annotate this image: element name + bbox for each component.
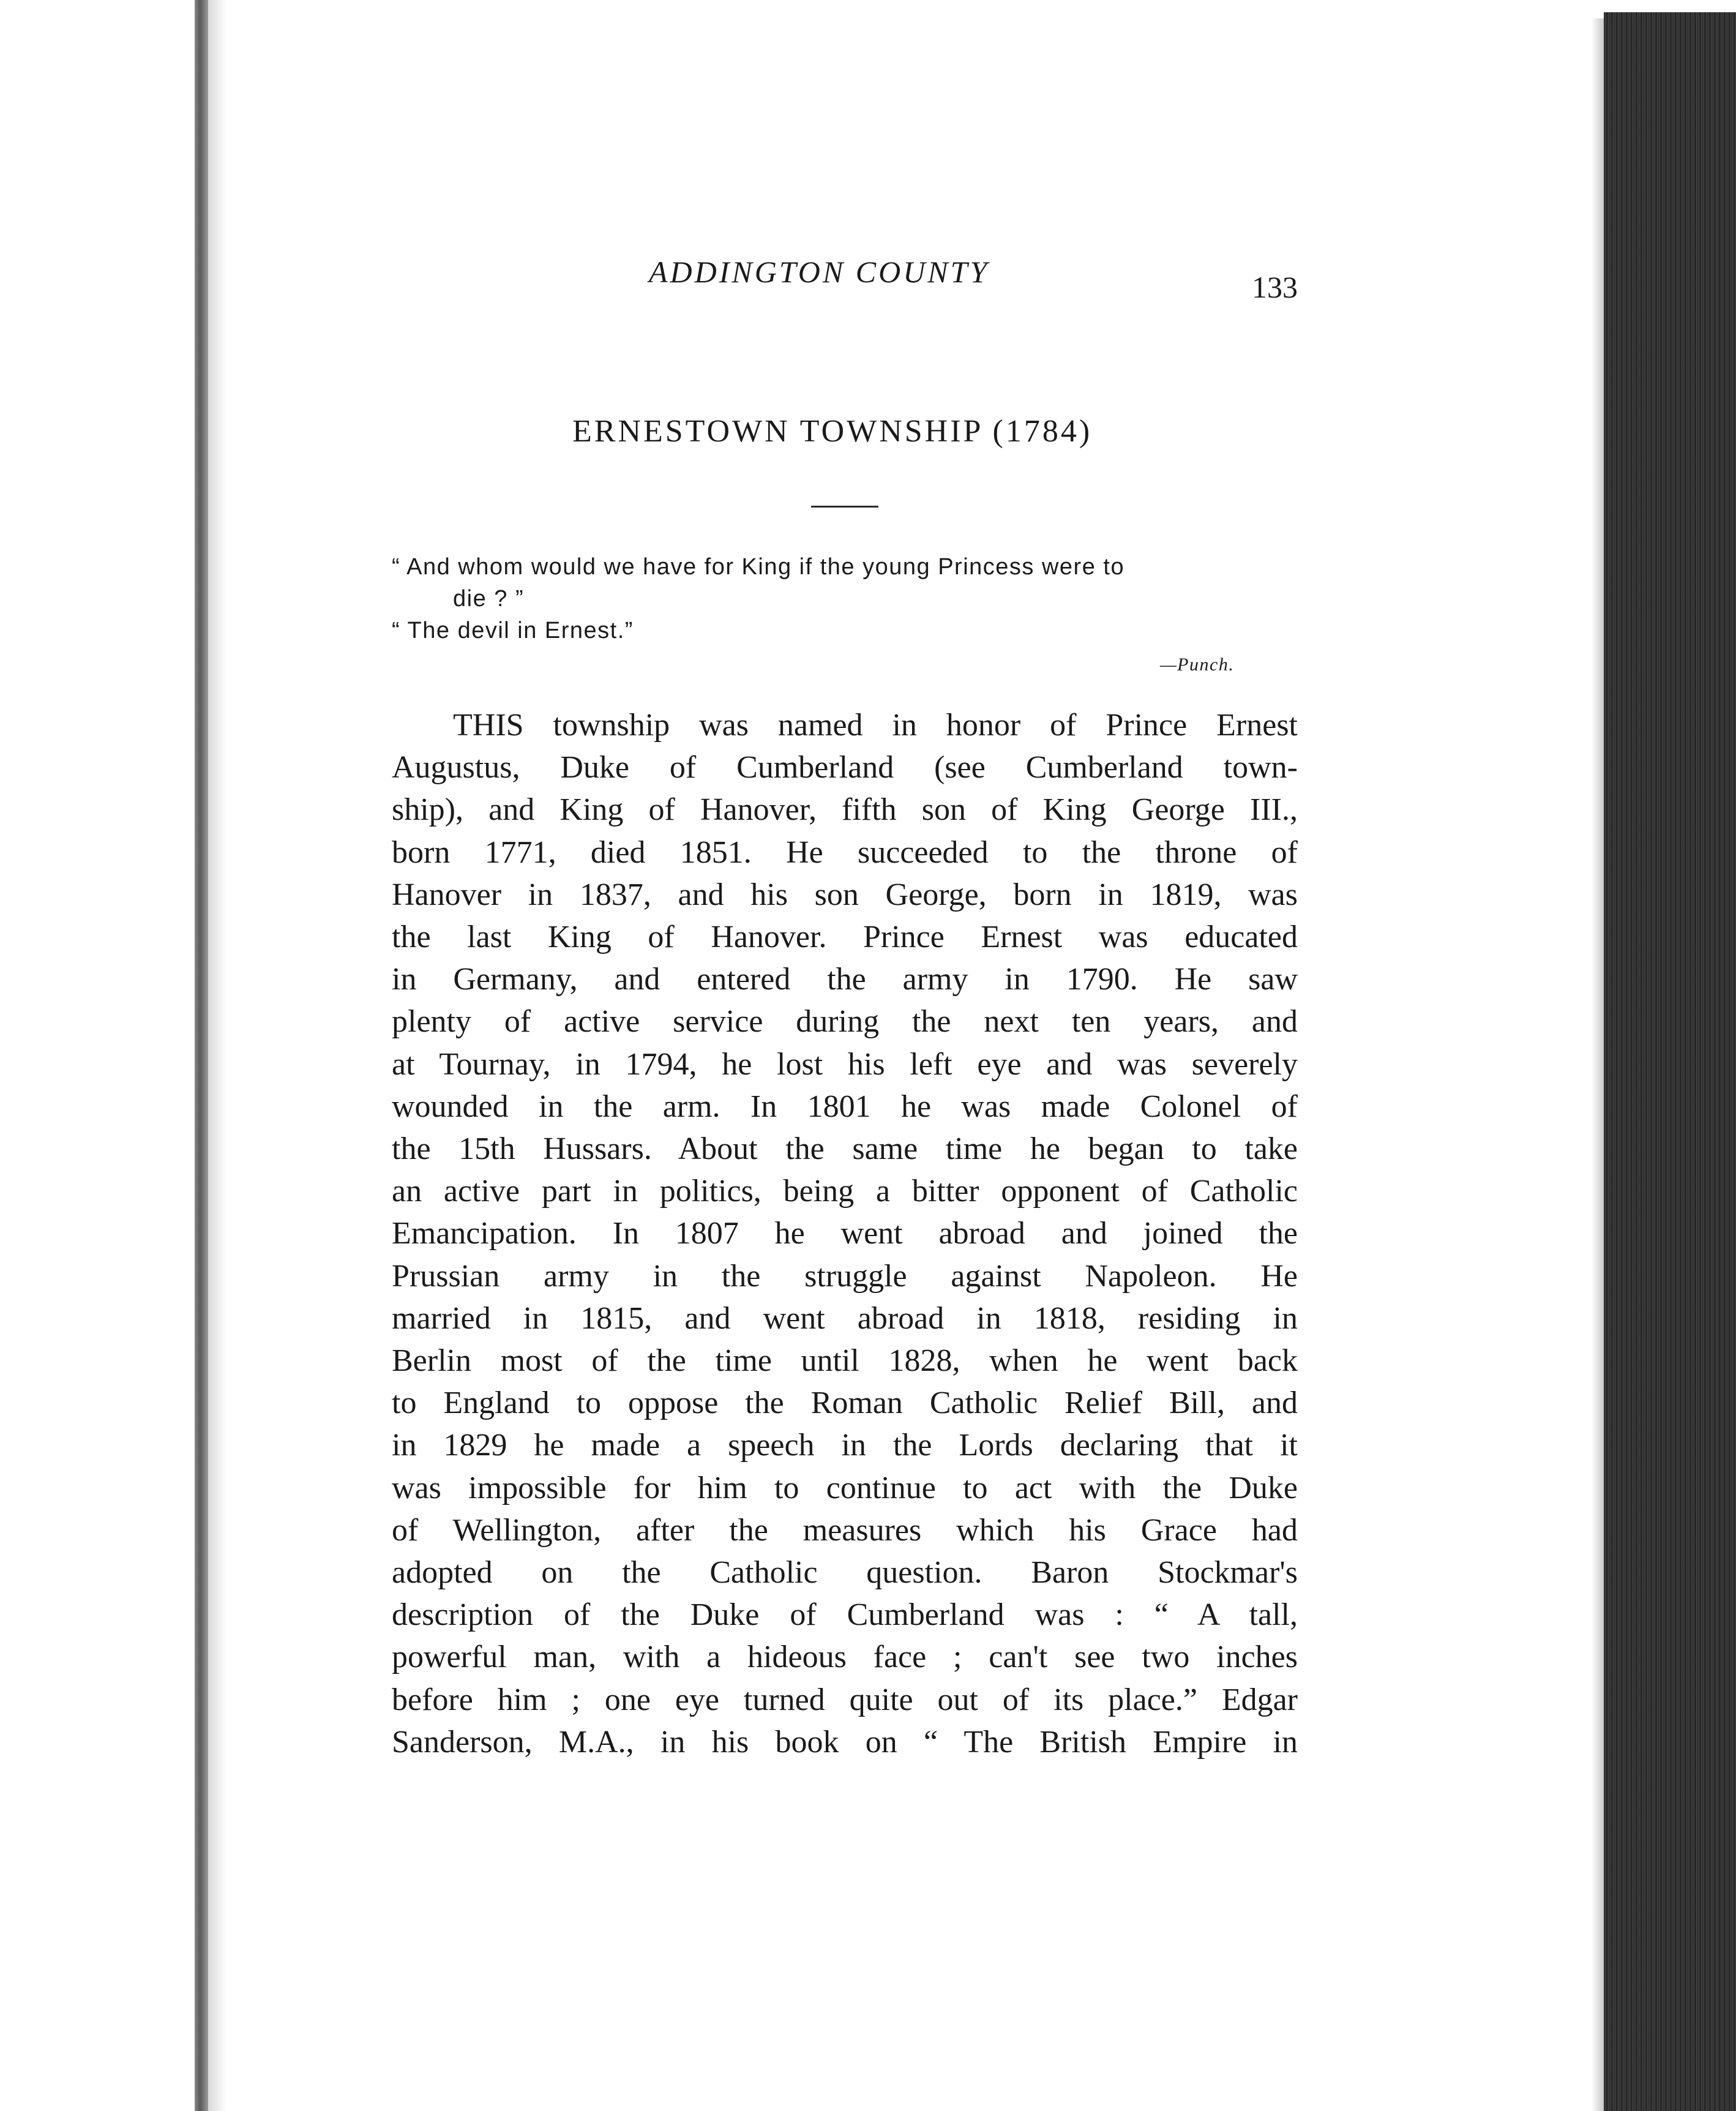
body-line: adopted on the Catholic question. Baron Stockmar's bbox=[392, 1555, 1298, 1591]
gutter-shadow bbox=[208, 0, 226, 2111]
body-line: the last King of Hanover. Prince Ernest was educated bbox=[392, 920, 1298, 955]
body-line: married in 1815, and went abroad in 1818, residing in bbox=[392, 1300, 1298, 1336]
body-line: THIS township was named in honor of Prince Ernest bbox=[453, 708, 1298, 743]
body-text bbox=[392, 704, 1298, 1763]
epigraph-line: “ The devil in Ernest.” bbox=[392, 618, 634, 643]
epigraph-line: die ? ” bbox=[453, 586, 525, 612]
body-line: wounded in the arm. In 1801 he was made Colonel of bbox=[392, 1089, 1298, 1124]
book-page-edges bbox=[1604, 12, 1736, 2111]
body-line: Sanderson, M.A., in his book on “ The British Empire in bbox=[392, 1724, 1298, 1760]
body-line: Prussian army in the struggle against Napoleon. He bbox=[392, 1258, 1298, 1294]
body-line: to England to oppose the Roman Catholic Relief Bill, and bbox=[392, 1385, 1298, 1421]
body-line: description of the Duke of Cumberland was : “ A tall, bbox=[392, 1597, 1298, 1633]
body-line: born 1771, died 1851. He succeeded to the throne of bbox=[392, 834, 1298, 870]
section-title: ERNESTOWN TOWNSHIP (1784) bbox=[572, 414, 1093, 449]
running-head: ADDINGTON COUNTY bbox=[649, 255, 990, 289]
book-gutter-rule bbox=[195, 0, 208, 2111]
body-line: of Wellington, after the measures which his Grace had bbox=[392, 1512, 1298, 1548]
body-line: Augustus, Duke of Cumberland (see Cumberland town- bbox=[392, 750, 1298, 786]
body-line: Berlin most of the time until 1828, when he went back bbox=[392, 1343, 1298, 1379]
body-line: plenty of active service during the next ten years, and bbox=[392, 1004, 1298, 1040]
title-divider bbox=[811, 506, 878, 508]
epigraph-attribution: —Punch. bbox=[1160, 654, 1235, 675]
body-line: at Tournay, in 1794, he lost his left eye and was severely bbox=[392, 1046, 1298, 1082]
body-line: ship), and King of Hanover, fifth son of King George III., bbox=[392, 792, 1298, 828]
body-line: powerful man, with a hideous face ; can't see two inches bbox=[392, 1640, 1298, 1675]
body-line: Hanover in 1837, and his son George, born in 1819, was bbox=[392, 877, 1298, 912]
body-line: an active part in politics, being a bitter opponent of Catholic bbox=[392, 1174, 1298, 1209]
body-line: before him ; one eye turned quite out of its place.” Edgar bbox=[392, 1682, 1298, 1717]
body-line: the 15th Hussars. About the same time he began to take bbox=[392, 1131, 1298, 1167]
page-number: 133 bbox=[1252, 270, 1298, 304]
body-line: was impossible for him to continue to act with the Duke bbox=[392, 1470, 1298, 1505]
body-line: in 1829 he made a speech in the Lords declaring that it bbox=[392, 1428, 1298, 1463]
epigraph-line: “ And whom would we have for King if the young Princess were to bbox=[392, 554, 1125, 580]
epigraph bbox=[392, 551, 1310, 675]
body-line: in Germany, and entered the army in 1790. He saw bbox=[392, 962, 1298, 997]
body-line: Emancipation. In 1807 he went abroad and joined the bbox=[392, 1216, 1298, 1251]
